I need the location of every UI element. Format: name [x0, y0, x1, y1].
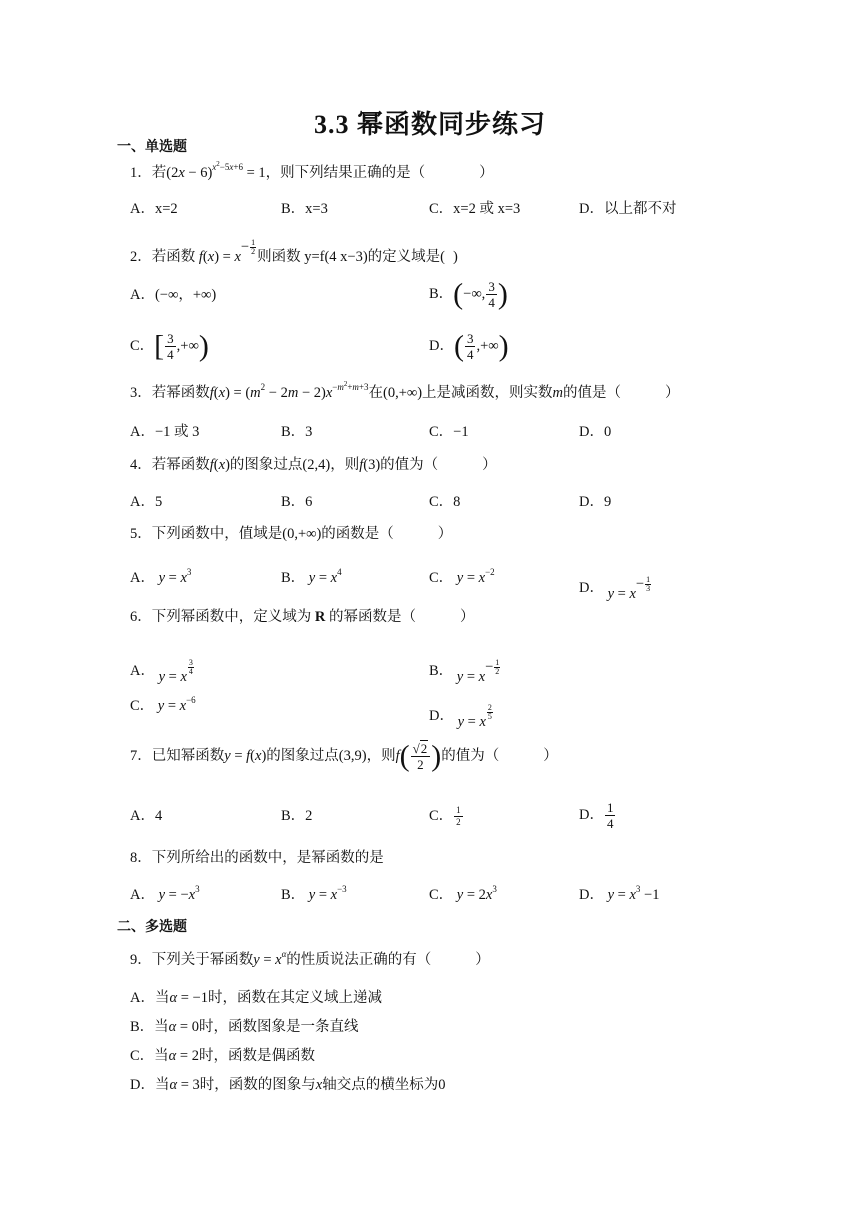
question-number: 6． — [130, 609, 152, 625]
option-c: C．−1 — [429, 424, 469, 440]
option-label: A．当 — [130, 990, 170, 1006]
question-text: ，则下列结果正确的是（ — [265, 165, 426, 181]
option-text: 时，函数的图象与 — [199, 1077, 316, 1093]
question-text: 的幂函数是（ — [328, 609, 416, 625]
option-label: C． — [429, 887, 454, 903]
option-label: C．当 — [130, 1048, 169, 1064]
option-label: C． — [429, 570, 454, 586]
question-number: 8． — [130, 850, 152, 866]
question-text: 则函数 y=f(4 x−3)的定义域是( — [257, 249, 445, 265]
paren-close: ） — [665, 385, 680, 401]
question-2 — [130, 238, 458, 266]
question-1 — [130, 160, 494, 182]
option-d: D．以上都不对 — [579, 201, 677, 217]
option-d: D．当α = 3时，函数的图象与x轴交点的横坐标为0 — [130, 1077, 446, 1093]
option-label: A． — [130, 663, 155, 679]
set-r: R — [314, 609, 326, 625]
option-label: D． — [429, 338, 454, 354]
question-text: 上是减函数，则实数 — [422, 385, 553, 401]
option-c: C．8 — [429, 494, 461, 510]
math-expression: $f(x) = (m^2 - 2m - 2)x^{-m^2+m+3}$ — [209, 380, 369, 401]
question-text: ，则 — [366, 748, 396, 764]
option-label: C． — [130, 698, 155, 714]
question-4: 4．若幂函数f(x)的图象过点(2,4)，则f(3)的值为（ ） — [130, 457, 497, 473]
question-text: 的性质说法正确的有（ — [286, 952, 432, 968]
option-b: B．6 — [281, 494, 313, 510]
option-b: B． y = x− $\frac{1}{2}$ — [429, 658, 500, 685]
option-label: D．当 — [130, 1077, 170, 1093]
question-number: 2． — [130, 249, 152, 265]
option-a: A． $y = x^3$ — [130, 567, 192, 586]
option-label: B． — [429, 663, 454, 679]
option-label: C． — [130, 338, 155, 354]
option-b: B． $y = x^{-3}$ — [281, 884, 347, 903]
option-c: C． $y = x^{-6}$ — [130, 695, 196, 714]
question-text: 的函数是（ — [321, 526, 394, 542]
option-label: B． — [429, 286, 454, 302]
option-c: C． $y = x^{-2}$ — [429, 567, 495, 586]
option-label: A． — [130, 887, 155, 903]
option-text: 时，函数是偶函数 — [198, 1048, 315, 1064]
paren-close: ) — [453, 249, 458, 265]
question-5: 5．下列函数中，值域是(0,+∞)的函数是（ ） — [130, 526, 453, 542]
question-text: 下列所给出的函数中，是幂函数的是 — [151, 850, 384, 866]
option-c: C．当α = 2时，函数是偶函数 — [130, 1048, 315, 1064]
option-b: B．(−∞, $\frac{3}{4}$ ) — [429, 277, 508, 311]
question-6 — [130, 608, 474, 626]
option-b: B．2 — [281, 808, 313, 824]
section-heading-multi: 二、多选题 — [117, 920, 187, 935]
option-value: 0 — [438, 1077, 446, 1093]
option-a: A．(−∞，+∞) — [130, 287, 217, 303]
question-number: 4． — [130, 457, 152, 473]
option-a: A．当α = −1时，函数在其定义域上递减 — [130, 990, 382, 1006]
option-a: A．−1 或 3 — [130, 424, 200, 440]
question-text: 若幂函数 — [151, 385, 210, 401]
question-text: 若函数 — [151, 249, 196, 265]
question-text: 下列关于幂函数 — [151, 952, 254, 968]
question-number: 1． — [130, 165, 152, 181]
question-number: 9． — [130, 952, 152, 968]
option-a: A． y = x $\frac{3}{4}$ — [130, 658, 193, 685]
question-3: 3．若幂函数$f(x) = (m^2 - 2m - 2)x^{-m^2+m+3}$在(0,+∞)上是减函数，则实数m的值是（ ） — [130, 380, 680, 401]
option-a: A． $y = -x^3$ — [130, 884, 200, 903]
paren-close: ） — [475, 952, 490, 968]
question-text: 已知幂函数 — [151, 748, 225, 764]
paren-close: ） — [437, 526, 453, 542]
paren-close: ） — [482, 457, 497, 473]
question-text: 若幂函数 — [151, 457, 210, 473]
option-d: D． $y = x^3 -1$ — [579, 884, 660, 903]
paren-close: ） — [459, 609, 475, 625]
question-text: 下列函数中，值域是 — [151, 526, 283, 542]
option-label: D． — [579, 887, 604, 903]
option-c: C．[ $\frac{3}{4}$ ,+∞) — [130, 329, 209, 363]
question-number: 3． — [130, 385, 152, 401]
option-a: A．4 — [130, 808, 163, 824]
question-text: 的值是（ — [563, 385, 622, 401]
option-a: A．x=2 — [130, 201, 178, 217]
option-d: D． y = x− $\frac{1}{3}$ — [579, 575, 651, 602]
question-text: 的值为（ — [441, 748, 500, 764]
option-label: D． — [579, 807, 604, 823]
option-d: D．9 — [579, 494, 612, 510]
paren-close: ） — [479, 165, 494, 181]
option-b: B．3 — [281, 424, 313, 440]
math-expression: f(x) = x− $\frac{1}{2}$ — [198, 238, 256, 265]
option-c: C．x=2 或 x=3 — [429, 201, 521, 217]
option-d: D． y = x $\frac{2}{5}$ — [429, 703, 492, 730]
option-d: D．( $\frac{3}{4}$ ,+∞) — [429, 329, 509, 363]
option-label: B． — [281, 887, 306, 903]
paren-close: ） — [543, 748, 558, 764]
option-c: C． $y = 2x^3$ — [429, 884, 497, 903]
question-text: 下列幂函数中，定义域为 — [151, 609, 312, 625]
option-d: D． $\frac{1}{4}$ — [579, 800, 614, 832]
option-label: D． — [579, 580, 604, 596]
question-number: 5． — [130, 526, 152, 542]
option-text: 时，函数在其定义域上递减 — [207, 990, 382, 1006]
question-number: 7． — [130, 748, 152, 764]
question-7: 7．已知幂函数y = f(x)的图象过点(3,9)，则f( $\frac{√2}{2}$ )的值为（ ） — [130, 739, 558, 773]
question-text: 在 — [368, 385, 383, 401]
option-c: C． $\frac{1}{2}$ — [429, 805, 461, 828]
question-text: ，则 — [330, 457, 360, 473]
question-text: 的图象过点 — [266, 748, 339, 764]
option-d: D．0 — [579, 424, 612, 440]
section-heading-single: 一、单选题 — [117, 140, 187, 155]
question-text: 的值为（ — [380, 457, 439, 473]
option-b: B． $y = x^4$ — [281, 567, 342, 586]
option-text: 时，函数图象是一条直线 — [198, 1019, 359, 1035]
page-title: 3.3 幂函数同步练习 — [313, 110, 546, 139]
question-text: 的图象过点 — [229, 457, 303, 473]
option-b: B．当α = 0时，函数图象是一条直线 — [130, 1019, 359, 1035]
option-b: B．x=3 — [281, 201, 328, 217]
option-a: A．5 — [130, 494, 163, 510]
option-text: 轴交点的横坐标为 — [322, 1077, 439, 1093]
option-label: D． — [429, 708, 454, 724]
math-expression: $(2x - 6)^{x^2-5x+6} = 1$ — [166, 160, 266, 181]
option-label: A． — [130, 570, 155, 586]
question-8 — [130, 849, 384, 867]
option-label: B．当 — [130, 1019, 169, 1035]
question-text: 若 — [151, 165, 167, 181]
option-label: B． — [281, 570, 306, 586]
question-9: 9．下列关于幂函数$y = x^\alpha$的性质说法正确的有（ ） — [130, 949, 490, 968]
option-label: C． — [429, 808, 454, 824]
